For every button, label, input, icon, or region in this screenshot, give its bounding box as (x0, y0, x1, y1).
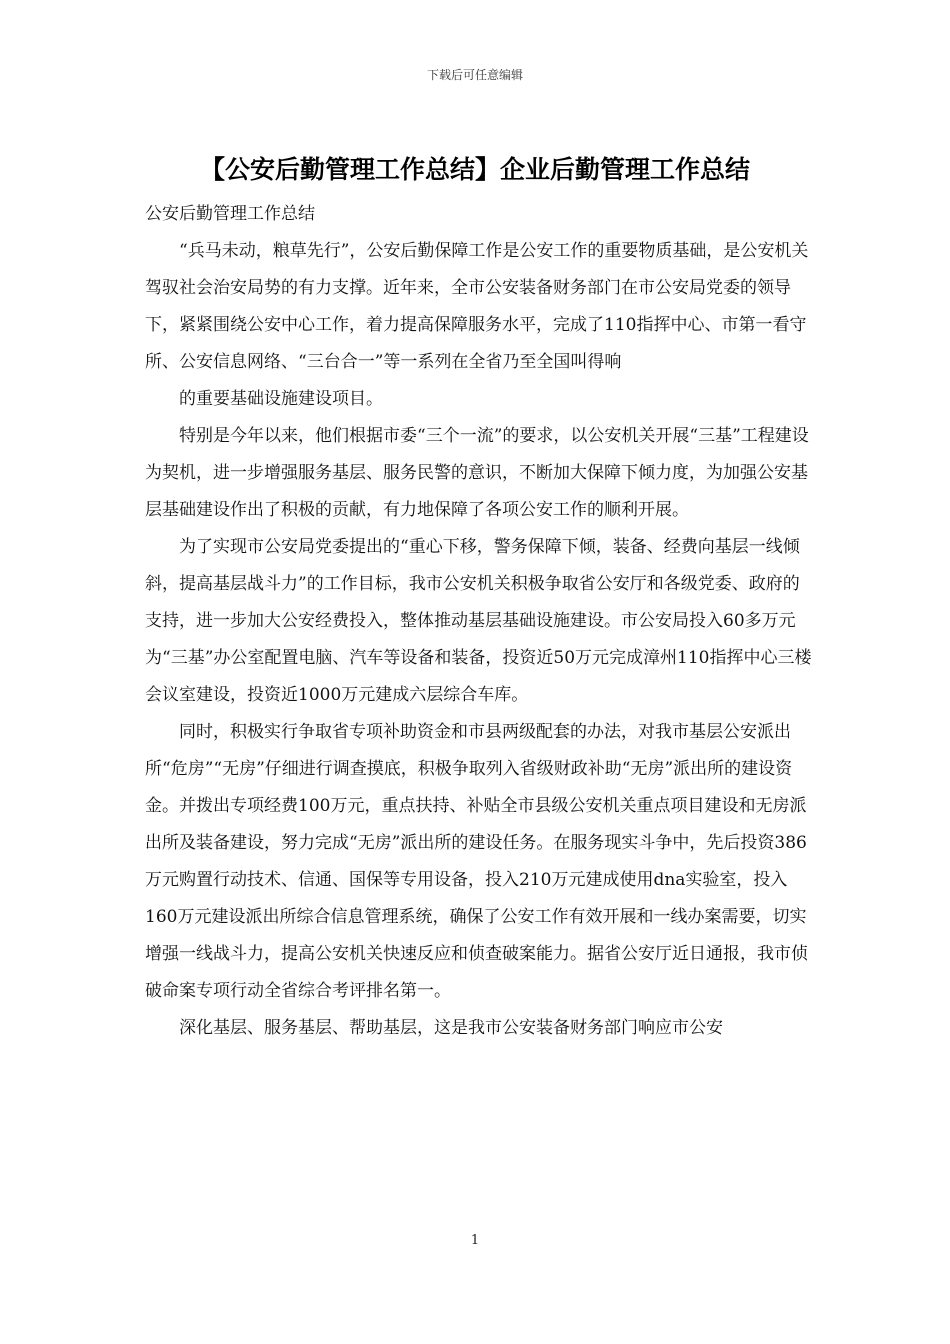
document-title: 【公安后勤管理工作总结】企业后勤管理工作总结 (199, 155, 750, 184)
page-number: 1 (470, 1233, 480, 1248)
paragraph: 同时，积极实行争取省专项补助资金和市县两级配套的办法，对我市基层公安派出所“危房”“无房”仔细进行调查摸底，积极争取列入省级财政补助“无房”派出所的建设资金。并拨出专项经费100万元，重点扶持、补贴全市县级公安机关重点项目建设和无房派出所及装备建设，努力完成“无房”派出所的建设任务。在服务现实斗争中，先后投资386万元购置行动技术、信通、国保等专用设备，投入210万元建成使用dna实验室，投入160万元建设派出所综合信息管理系统，确保了公安工作有效开展和一线办案需要，切实增强一线战斗力，提高公安机关快速反应和侦查破案能力。据省公安厅近日通报，我市侦破命案专项行动全省综合考评排名第一。 (145, 722, 808, 1001)
document-body (145, 196, 815, 1047)
paragraph: 的重要基础设施建设项目。 (179, 389, 383, 409)
header-note: 下载后可任意编辑 (426, 68, 523, 82)
paragraph: 深化基层、服务基层、帮助基层，这是我市公安装备财务部门响应市公安 (179, 1018, 723, 1038)
paragraph: 特别是今年以来，他们根据市委“三个一流”的要求，以公安机关开展“三基”工程建设为契机，进一步增强服务基层、服务民警的意识，不断加大保障下倾力度，为加强公安基层基础建设作出了积极的贡献，有力地保障了各项公安工作的顺利开展。 (145, 426, 809, 520)
paragraph: “兵马未动，粮草先行”，公安后勤保障工作是公安工作的重要物质基础，是公安机关驾驭社会治安局势的有力支撑。近年来，全市公安装备财务部门在市公安局党委的领导下，紧紧围绕公安中心工作，着力提高保障服务水平，完成了110指挥中心、市第一看守所、公安信息网络、“三台合一”等一系列在全省乃至全国叫得响 (145, 241, 809, 372)
paragraph: 为了实现市公安局党委提出的“重心下移，警务保障下倾，装备、经费向基层一线倾斜，提高基层战斗力”的工作目标，我市公安机关积极争取省公安厅和各级党委、政府的支持，进一步加大公安经费投入，整体推动基层基础设施建设。市公安局投入60多万元为“三基”办公室配置电脑、汽车等设备和装备，投资近50万元完成漳州110指挥中心三楼会议室建设，投资近1000万元建成六层综合车库。 (145, 537, 812, 705)
section-subheading: 公安后勤管理工作总结 (145, 204, 315, 224)
